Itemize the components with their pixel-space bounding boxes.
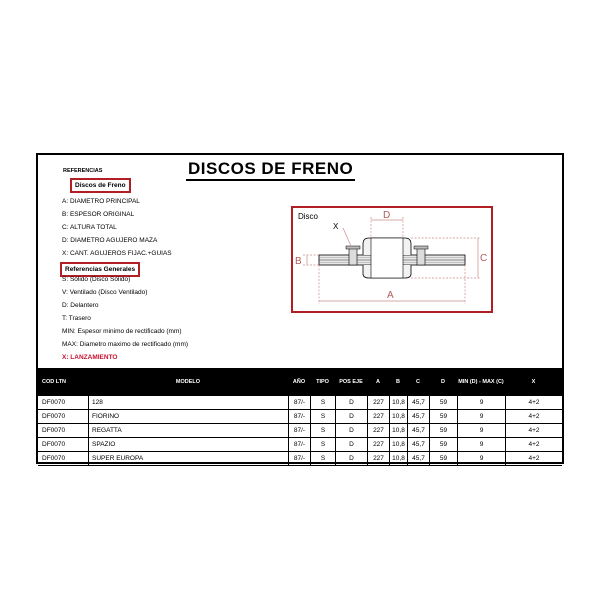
- col-cod-ltn: COD LTN: [42, 379, 67, 385]
- product-table: [38, 368, 562, 466]
- col-d: D: [441, 379, 445, 385]
- diagram-title: Disco: [298, 212, 319, 221]
- ref-min: MIN: Espesor minimo de rectificado (mm): [62, 328, 182, 335]
- cell-x: 4+2: [505, 438, 562, 451]
- cell-b: 10,8: [389, 438, 407, 451]
- cell-d: 59: [429, 396, 457, 409]
- cell-x: 4+2: [505, 452, 562, 465]
- cell-modelo: REGATTA: [88, 424, 288, 437]
- cell-ano: 87/-: [288, 438, 310, 451]
- disc-diagram: [291, 206, 493, 313]
- cell-pos-eje: D: [335, 424, 367, 437]
- cell-c: 45,7: [407, 424, 429, 437]
- cell-min-max: 9: [457, 452, 505, 465]
- bolt-left: [349, 248, 357, 265]
- cell-x: 4+2: [505, 424, 562, 437]
- ref-c: C: ALTURA TOTAL: [62, 224, 117, 231]
- cell-b: 10,8: [389, 424, 407, 437]
- bolt-right: [417, 248, 425, 265]
- table-header: [38, 368, 562, 396]
- table-row: [38, 410, 562, 424]
- cell-ano: 87/-: [288, 452, 310, 465]
- col-modelo: MODELO: [175, 379, 201, 385]
- table-row: [38, 438, 562, 452]
- cell-a: 227: [367, 410, 389, 423]
- cell-c: 45,7: [407, 410, 429, 423]
- cell-a: 227: [367, 396, 389, 409]
- col-ano: AÑO: [292, 379, 306, 385]
- ref-max: MAX: Diametro maximo de rectificado (mm): [62, 341, 189, 348]
- col-tipo: TIPO: [316, 379, 329, 385]
- cell-ano: 87/-: [288, 410, 310, 423]
- catalog-sheet: [36, 153, 564, 464]
- cell-min-max: 9: [457, 410, 505, 423]
- cell-c: 45,7: [407, 452, 429, 465]
- cell-d: 59: [429, 424, 457, 437]
- col-a: A: [376, 379, 380, 385]
- label-a: A: [387, 290, 394, 301]
- cell-d: 59: [429, 452, 457, 465]
- cell-b: 10,8: [389, 452, 407, 465]
- ref-lanzamiento: X: LANZAMIENTO: [62, 354, 118, 361]
- cell-cod: DF0070: [42, 441, 66, 448]
- cell-cod: DF0070: [42, 455, 66, 462]
- label-b: B: [295, 256, 302, 267]
- col-pos-eje: POS EJE: [339, 379, 363, 385]
- cell-pos-eje: D: [335, 410, 367, 423]
- cell-ano: 87/-: [288, 424, 310, 437]
- cell-modelo: SPAZIO: [88, 438, 288, 451]
- cell-b: 10,8: [389, 396, 407, 409]
- cell-ano: 87/-: [288, 396, 310, 409]
- cell-a: 227: [367, 438, 389, 451]
- cell-tipo: S: [310, 410, 335, 423]
- cell-cod: DF0070: [42, 399, 66, 406]
- col-min-max: MIN (D) - MAX (C): [458, 379, 504, 385]
- cell-tipo: S: [310, 424, 335, 437]
- cell-c: 45,7: [407, 438, 429, 451]
- cell-pos-eje: D: [335, 396, 367, 409]
- cell-pos-eje: D: [335, 438, 367, 451]
- table-row: [38, 424, 562, 438]
- cell-cod: DF0070: [42, 413, 66, 420]
- col-x: X: [531, 379, 536, 385]
- ref-b: B: ESPESOR ORIGINAL: [62, 211, 135, 218]
- ref-v: V: Ventilado (Disco Ventilado): [62, 289, 148, 296]
- cell-d: 59: [429, 438, 457, 451]
- cell-a: 227: [367, 452, 389, 465]
- referencias-generales-box: Referencias Generales: [60, 262, 140, 277]
- discos-de-freno-box: Discos de Freno: [70, 178, 131, 193]
- cell-tipo: S: [310, 438, 335, 451]
- cell-b: 10,8: [389, 410, 407, 423]
- cell-x: 4+2: [505, 396, 562, 409]
- ref-d: D: DIAMETRO AGUJERO MAZA: [62, 237, 158, 244]
- cell-tipo: S: [310, 396, 335, 409]
- table-row: [38, 452, 562, 466]
- cell-pos-eje: D: [335, 452, 367, 465]
- ref-x: X: CANT. AGUJEROS FIJAC.+GUIAS: [62, 250, 172, 257]
- ref-s: S: Sólido (Disco Sólido): [62, 276, 131, 283]
- cell-modelo: 128: [88, 396, 288, 409]
- label-d: D: [383, 210, 391, 221]
- label-x: X: [333, 222, 339, 231]
- cell-min-max: 9: [457, 438, 505, 451]
- col-b: B: [396, 379, 400, 385]
- label-c: C: [480, 253, 488, 264]
- cell-min-max: 9: [457, 396, 505, 409]
- cell-min-max: 9: [457, 424, 505, 437]
- cell-cod: DF0070: [42, 427, 66, 434]
- ref-a: A: DIAMETRO PRINCIPAL: [62, 198, 140, 205]
- table-row: [38, 396, 562, 410]
- cell-d: 59: [429, 410, 457, 423]
- cell-modelo: FIORINO: [88, 410, 288, 423]
- cell-tipo: S: [310, 452, 335, 465]
- cell-modelo: SUPER EUROPA: [88, 452, 288, 465]
- page-title: DISCOS DE FRENO: [186, 159, 355, 181]
- referencias-heading: REFERENCIAS: [63, 168, 103, 174]
- col-c: C: [416, 379, 420, 385]
- cell-c: 45,7: [407, 396, 429, 409]
- cell-a: 227: [367, 424, 389, 437]
- ref-trasero: T: Trasero: [62, 315, 91, 322]
- disc-drawing: [293, 208, 491, 311]
- ref-delantero: D: Delantero: [62, 302, 99, 309]
- cell-x: 4+2: [505, 410, 562, 423]
